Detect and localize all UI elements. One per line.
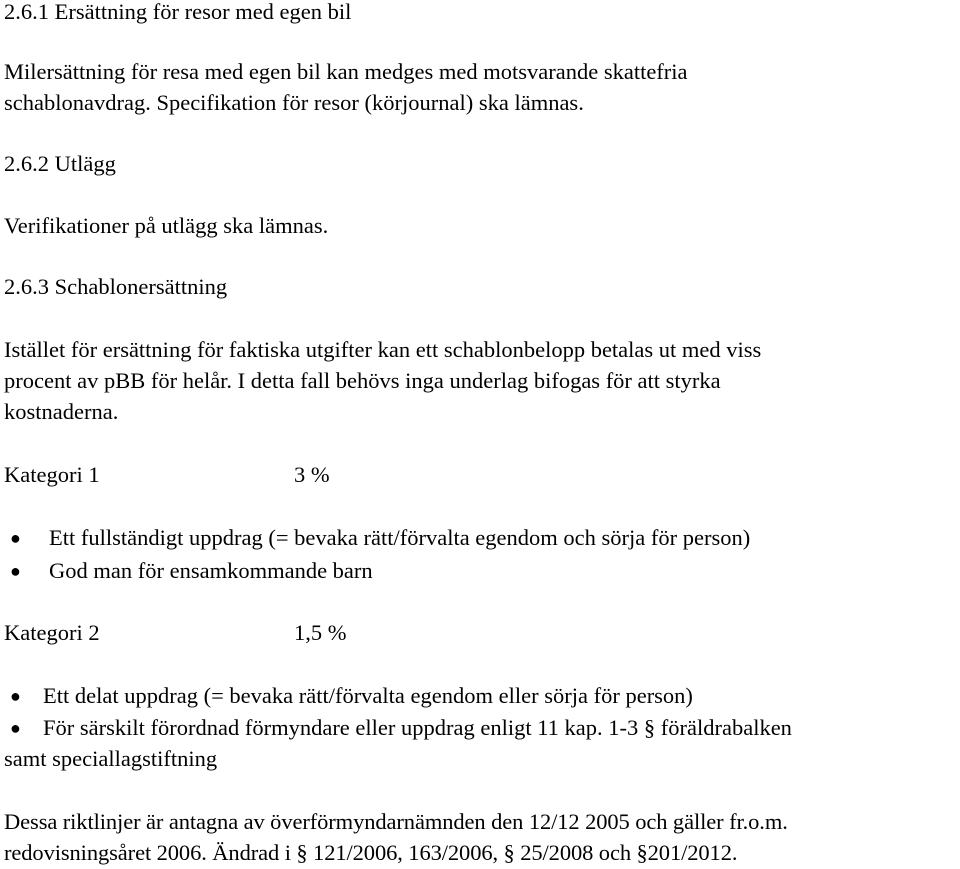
section-2-6-2-heading: 2.6.2 Utlägg bbox=[4, 151, 116, 176]
bullet-icon: ● bbox=[10, 561, 21, 581]
section-2-6-1-heading: 2.6.1 Ersättning för resor med egen bil bbox=[4, 0, 352, 24]
section-2-6-3-text-line-2: procent av pBB för helår. I detta fall behövs inga underlag bifogas för att styrka bbox=[4, 368, 721, 393]
footer-line-1: Dessa riktlinjer är antagna av överförmyndarnämnden den 12/12 2005 och gäller fr.o.m. bbox=[4, 809, 788, 834]
bullet-icon: ● bbox=[10, 528, 21, 548]
bullet-icon: ● bbox=[10, 686, 21, 706]
section-2-6-2-text-line-1: Verifikationer på utlägg ska lämnas. bbox=[4, 213, 329, 238]
category-2-bullet-2-continuation: samt speciallagstiftning bbox=[4, 746, 218, 771]
footer-line-2: redovisningsåret 2006. Ändrad i § 121/2006, 163/2006, § 25/2008 och §201/2012. bbox=[4, 840, 738, 865]
category-2-rate: 1,5 % bbox=[294, 620, 347, 645]
category-1-label: Kategori 1 bbox=[4, 462, 100, 487]
section-2-6-1-text-line-1: Milersättning för resa med egen bil kan medges med motsvarande skattefria bbox=[4, 59, 688, 84]
section-2-6-3-text-line-3: kostnaderna. bbox=[4, 399, 119, 424]
section-2-6-3-heading: 2.6.3 Schablonersättning bbox=[4, 274, 228, 299]
category-2-label: Kategori 2 bbox=[4, 620, 100, 645]
category-1-bullet-1: Ett fullständigt uppdrag (= bevaka rätt/förvalta egendom och sörja för person) bbox=[49, 525, 751, 550]
category-1-bullet-2: God man för ensamkommande barn bbox=[49, 558, 373, 583]
category-2-bullet-2: För särskilt förordnad förmyndare eller uppdrag enligt 11 kap. 1-3 § föräldrabalken bbox=[43, 715, 792, 740]
category-2-bullet-1: Ett delat uppdrag (= bevaka rätt/förvalta egendom eller sörja för person) bbox=[43, 683, 693, 708]
section-2-6-3-text-line-1: Istället för ersättning för faktiska utgifter kan ett schablonbelopp betalas ut med viss bbox=[4, 337, 762, 362]
category-1-rate: 3 % bbox=[294, 462, 330, 487]
section-2-6-1-text-line-2: schablonavdrag. Specifikation för resor (körjournal) ska lämnas. bbox=[4, 90, 584, 115]
bullet-icon: ● bbox=[10, 718, 21, 738]
